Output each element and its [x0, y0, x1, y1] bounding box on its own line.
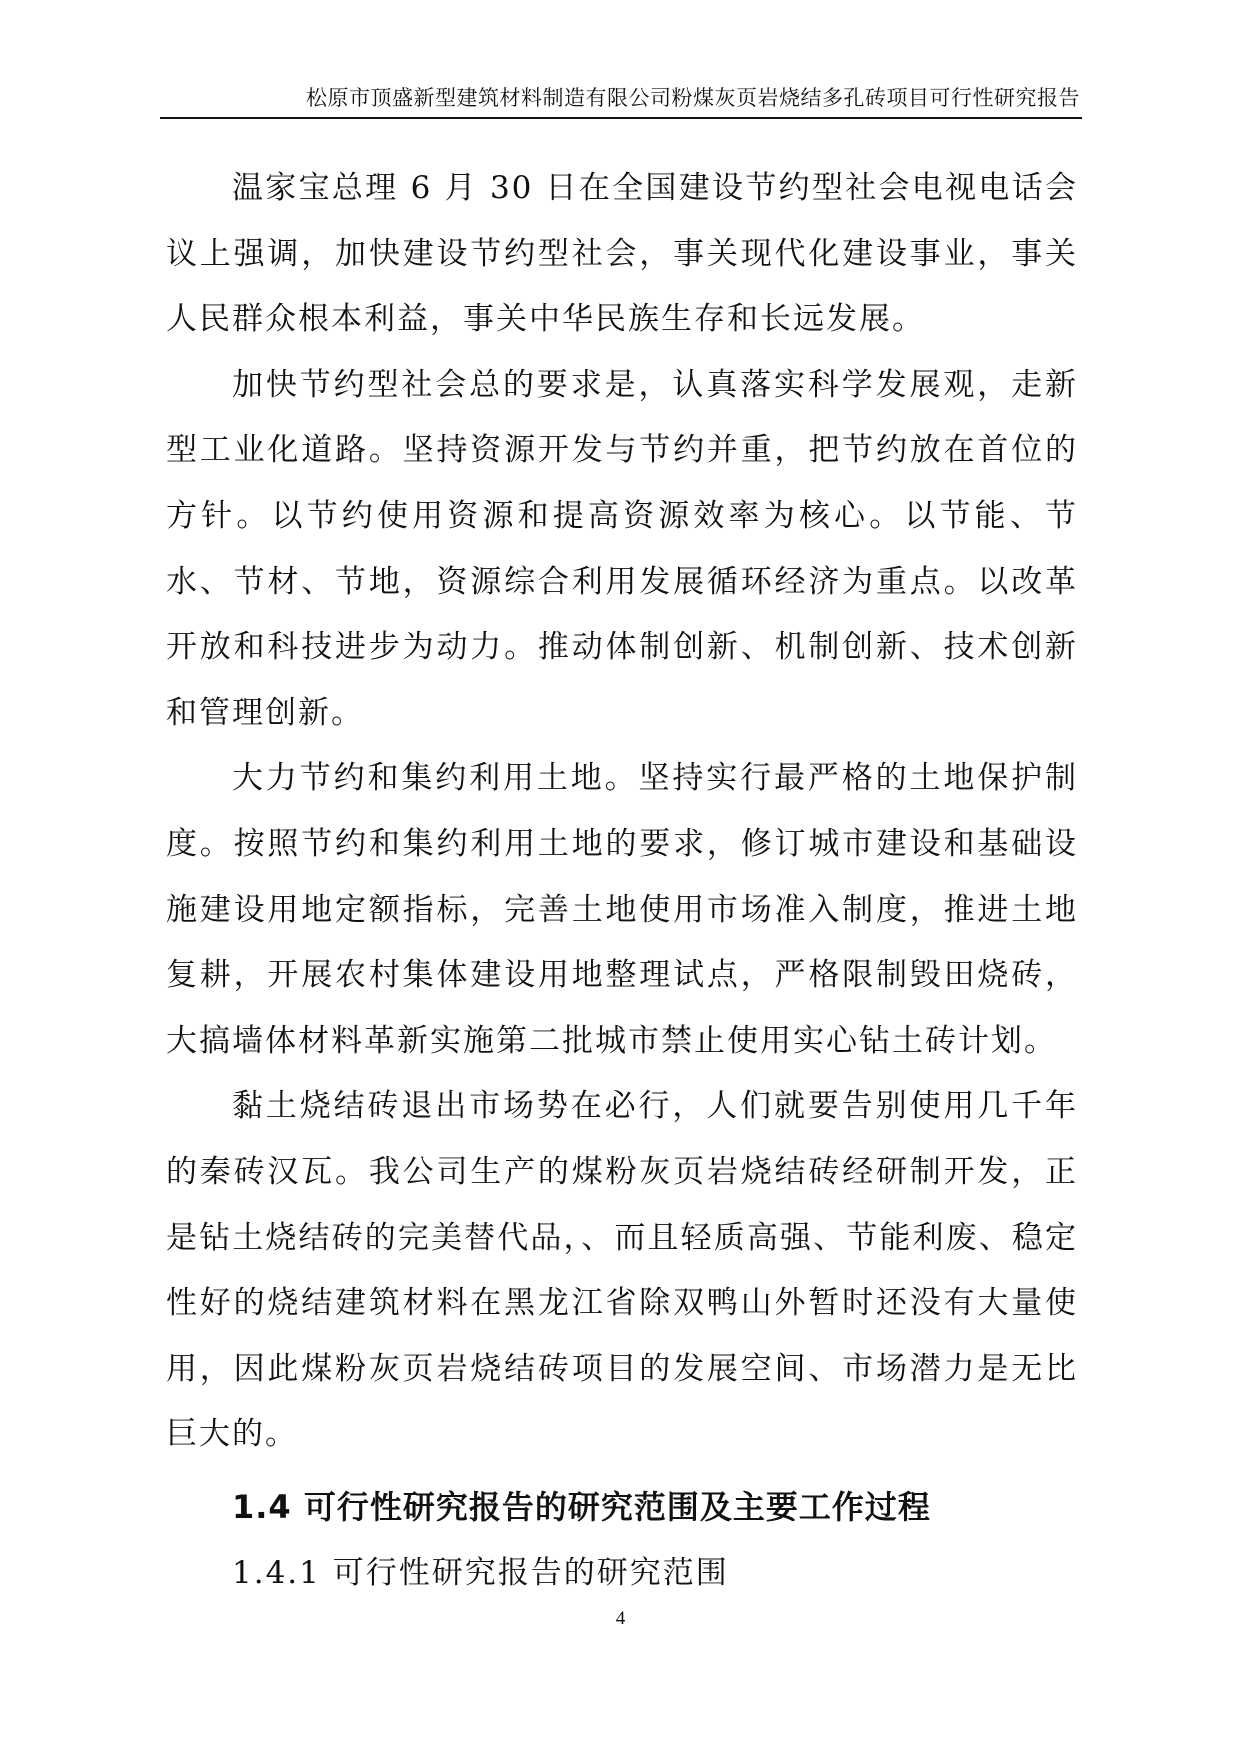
paragraph: 大力节约和集约利用土地。坚持实行最严格的土地保护制度。按照节约和集约利用土地的要求，修订城市建设和基础设施建设用地定额指标，完善土地使用市场准入制度，推进土地复耕，开展农村集体建设用地整理试点，严格限制毁田烧砖，大搞墙体材料革新实施第二批城市禁止使用实心钻土砖计划。	[166, 760, 1078, 1059]
running-header: 松原市顶盛新型建筑材料制造有限公司粉煤灰页岩烧结多孔砖项目可行性研究报告	[306, 86, 1080, 110]
header-rule	[160, 117, 1082, 119]
paragraph: 温家宝总理 6 月 30 日在全国建设节约型社会电视电话会议上强调，加快建设节约型社会，事关现代化建设事业，事关人民群众根本利益，事关中华民族生存和长远发展。	[166, 170, 1078, 338]
page-body	[166, 156, 1078, 1606]
page-number: 4	[615, 1608, 626, 1629]
paragraph: 加快节约型社会总的要求是，认真落实科学发展观，走新型工业化道路。坚持资源开发与节约并重，把节约放在首位的方针。以节约使用资源和提高资源效率为核心。以节能、节水、节材、节地，资源综合利用发展循环经济为重点。以改革开放和科技进步为动力。推动体制创新、机制创新、技术创新和管理创新。	[166, 366, 1078, 731]
section-heading: 1.4 可行性研究报告的研究范围及主要工作过程	[232, 1487, 931, 1526]
subsection-heading: 1.4.1 可行性研究报告的研究范围	[232, 1554, 729, 1591]
paragraph: 黏土烧结砖退出市场势在必行，人们就要告别使用几千年的秦砖汉瓦。我公司生产的煤粉灰页岩烧结砖经研制开发，正是钻土烧结砖的完美替代品，、而且轻质高强、节能利废、稳定性好的烧结建筑材料在黑龙江省除双鸭山外暂时还没有大量使用，因此煤粉灰页岩烧结砖项目的发展空间、市场潜力是无比巨大的。	[166, 1088, 1078, 1453]
